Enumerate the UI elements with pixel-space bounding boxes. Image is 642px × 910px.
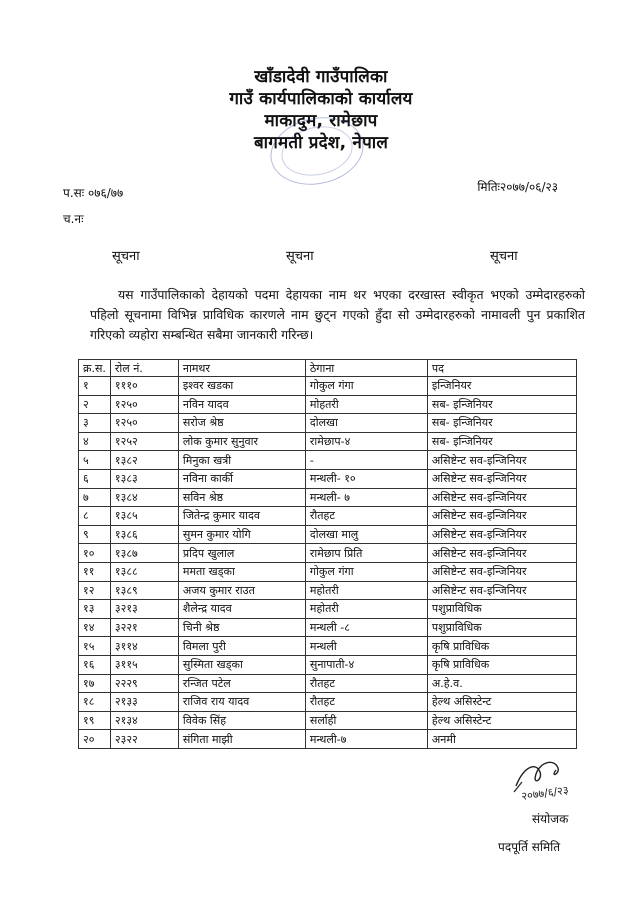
- serial-number-cell: ८: [79, 507, 111, 526]
- roll-number-cell: २३२२: [110, 730, 178, 749]
- post-cell: असिष्टेन्ट सव-इन्जिनियर: [427, 507, 576, 526]
- name-cell: अजय कुमार राउत: [178, 581, 305, 600]
- address-cell: रौतहट: [305, 693, 427, 712]
- notice-date: मितिः२०७७/०६/२३: [477, 180, 558, 194]
- post-cell: सब- इन्जिनियर: [427, 414, 576, 433]
- serial-number-cell: १६: [79, 655, 111, 674]
- serial-number-cell: १०: [79, 544, 111, 563]
- address-cell: मन्थली -८: [305, 618, 427, 637]
- roll-number-cell: १३८४: [110, 488, 178, 507]
- roll-number-cell: ३२१३: [110, 600, 178, 619]
- name-cell: प्रदिप खुलाल: [178, 544, 305, 563]
- table-row: [79, 693, 577, 712]
- post-cell: असिष्टेन्ट सव-इन्जिनियर: [427, 469, 576, 488]
- serial-number-cell: १: [79, 377, 111, 396]
- table-row: [79, 432, 577, 451]
- serial-number-cell: ३: [79, 414, 111, 433]
- address-cell: गोकुल गंगा: [305, 377, 427, 396]
- roll-number-cell: १२५२: [110, 432, 178, 451]
- table-body: [79, 377, 577, 749]
- table-row: [79, 395, 577, 414]
- roll-number-cell: १३८३: [110, 469, 178, 488]
- serial-number-cell: ११: [79, 562, 111, 581]
- address-cell: मन्थली- ७: [305, 488, 427, 507]
- name-cell: रन्जित पटेल: [178, 674, 305, 693]
- address-cell: रौतहट: [305, 674, 427, 693]
- post-cell: असिष्टेन्ट सव-इन्जिनियर: [427, 562, 576, 581]
- roll-number-cell: २२२९: [110, 674, 178, 693]
- address-cell: गोकुल गंगा: [305, 562, 427, 581]
- column-header-name: नामथर: [178, 360, 305, 377]
- name-cell: नविन यादव: [178, 395, 305, 414]
- table-row: [79, 711, 577, 730]
- post-cell: हेल्थ असिस्टेन्ट: [427, 693, 576, 712]
- letter-number: प.सः ०७६/७७: [63, 186, 124, 200]
- serial-number-cell: १९: [79, 711, 111, 730]
- signature-date: २०७७/६/२३: [520, 783, 570, 803]
- serial-number-cell: १७: [79, 674, 111, 693]
- serial-number-cell: १५: [79, 637, 111, 656]
- serial-number-cell: १३: [79, 600, 111, 619]
- handwritten-signature: [510, 752, 590, 804]
- roll-number-cell: १२५०: [110, 414, 178, 433]
- roll-number-cell: १३८७: [110, 544, 178, 563]
- address-cell: महोतरी: [305, 600, 427, 619]
- notice-body: यस गाउँपालिकाको देहायको पदमा देहायका नाम थर भएका दरखास्त स्वीकृत भएको उम्मेदारहरुको पहिलो सूचनामा विभिन्न प्राविधिक कारणले नाम छुट्न गएको हुँदा सो उम्मेदारहरुको नामावली पुन प्रकाशित गरिएको व्यहोरा सम्बन्धित सबैमा जानकारी गरिन्छ।: [90, 287, 585, 342]
- column-header-serial: क्र.स.: [79, 360, 111, 377]
- table-row: [79, 377, 577, 396]
- post-cell: असिष्टेन्ट सव-इन्जिनियर: [427, 488, 576, 507]
- post-cell: हेल्थ असिस्टेन्ट: [427, 711, 576, 730]
- candidate-table: [78, 359, 577, 749]
- municipality-name: खाँडादेवी गाउँपालिका: [254, 67, 388, 87]
- province-country: बागमती प्रदेश, नेपाल: [253, 133, 389, 153]
- post-cell: असिष्टेन्ट सव-इन्जिनियर: [427, 525, 576, 544]
- name-cell: विवेक सिंह: [178, 711, 305, 730]
- table-row: [79, 562, 577, 581]
- post-cell: असिष्टेन्ट सव-इन्जिनियर: [427, 451, 576, 470]
- column-header-roll: रोल नं.: [110, 360, 178, 377]
- table-row: [79, 488, 577, 507]
- address-cell: मन्थली: [305, 637, 427, 656]
- table-header-row: [79, 360, 577, 377]
- name-cell: चिनी श्रेष्ठ: [178, 618, 305, 637]
- post-cell: अनमी: [427, 730, 576, 749]
- table-row: [79, 655, 577, 674]
- table-row: [79, 730, 577, 749]
- name-cell: शैलेन्द्र यादव: [178, 600, 305, 619]
- table-row: [79, 469, 577, 488]
- name-cell: ममता खड्का: [178, 562, 305, 581]
- table-row: [79, 525, 577, 544]
- address-cell: दोलखा: [305, 414, 427, 433]
- name-cell: सुमन कुमार योगि: [178, 525, 305, 544]
- serial-number-cell: २: [79, 395, 111, 414]
- roll-number-cell: २१३४: [110, 711, 178, 730]
- name-cell: इश्वर खडका: [178, 377, 305, 396]
- address-cell: -: [305, 451, 427, 470]
- roll-number-cell: १११०: [110, 377, 178, 396]
- name-cell: नविना कार्की: [178, 469, 305, 488]
- office-location: माकादुम, रामेछाप: [264, 111, 378, 131]
- serial-number-cell: २०: [79, 730, 111, 749]
- notice-label: सूचना: [286, 249, 314, 264]
- serial-number-cell: ४: [79, 432, 111, 451]
- post-cell: इन्जिनियर: [427, 377, 576, 396]
- notice-label: सूचना: [490, 249, 518, 264]
- roll-number-cell: १३८५: [110, 507, 178, 526]
- roll-number-cell: ३११५: [110, 655, 178, 674]
- address-cell: मन्थली-७: [305, 730, 427, 749]
- committee-name: पदपूर्ति समिति: [498, 840, 561, 854]
- roll-number-cell: ३११४: [110, 637, 178, 656]
- address-cell: रामेछाप प्रिति: [305, 544, 427, 563]
- table-row: [79, 414, 577, 433]
- address-cell: सर्लाही: [305, 711, 427, 730]
- name-cell: सुस्मिता खड्का: [178, 655, 305, 674]
- name-cell: लोक कुमार सुनुवार: [178, 432, 305, 451]
- table-row: [79, 618, 577, 637]
- office-name: गाउँ कार्यपालिकाको कार्यालय: [229, 89, 413, 109]
- roll-number-cell: १३८२: [110, 451, 178, 470]
- table-row: [79, 544, 577, 563]
- table-row: [79, 600, 577, 619]
- post-cell: कृषि प्राविधिक: [427, 655, 576, 674]
- name-cell: सरोज श्रेष्ठ: [178, 414, 305, 433]
- address-cell: सुनापाती-४: [305, 655, 427, 674]
- post-cell: अ.हे.व.: [427, 674, 576, 693]
- roll-number-cell: ३२२१: [110, 618, 178, 637]
- serial-number-cell: १४: [79, 618, 111, 637]
- serial-number-cell: ९: [79, 525, 111, 544]
- serial-number-cell: १८: [79, 693, 111, 712]
- table-row: [79, 581, 577, 600]
- table-row: [79, 507, 577, 526]
- roll-number-cell: १३८८: [110, 562, 178, 581]
- address-cell: महोतरी: [305, 581, 427, 600]
- name-cell: राजिव राय यादव: [178, 693, 305, 712]
- roll-number-cell: १३८९: [110, 581, 178, 600]
- table-row: [79, 637, 577, 656]
- column-header-post: पद: [427, 360, 576, 377]
- name-cell: सविन श्रेष्ठ: [178, 488, 305, 507]
- post-cell: पशुप्राविधिक: [427, 600, 576, 619]
- serial-number-cell: ५: [79, 451, 111, 470]
- serial-number-cell: १२: [79, 581, 111, 600]
- notice-label: सूचना: [112, 249, 140, 264]
- roll-number-cell: १३८६: [110, 525, 178, 544]
- name-cell: संगिता माझी: [178, 730, 305, 749]
- column-header-address: ठेगाना: [305, 360, 427, 377]
- post-cell: सब- इन्जिनियर: [427, 432, 576, 451]
- address-cell: रौतहट: [305, 507, 427, 526]
- address-cell: दोलखा मालु: [305, 525, 427, 544]
- roll-number-cell: १२५०: [110, 395, 178, 414]
- roll-number-cell: २१३३: [110, 693, 178, 712]
- address-cell: मन्थली- १०: [305, 469, 427, 488]
- post-cell: पशुप्राविधिक: [427, 618, 576, 637]
- post-cell: असिष्टेन्ट सव-इन्जिनियर: [427, 581, 576, 600]
- name-cell: विमला पुरी: [178, 637, 305, 656]
- serial-number-cell: ६: [79, 469, 111, 488]
- name-cell: मिनुका खत्री: [178, 451, 305, 470]
- address-cell: रामेछाप-४: [305, 432, 427, 451]
- post-cell: कृषि प्राविधिक: [427, 637, 576, 656]
- name-cell: जितेन्द्र कुमार यादव: [178, 507, 305, 526]
- post-cell: असिष्टेन्ट सव-इन्जिनियर: [427, 544, 576, 563]
- signatory-role: संयोजक: [532, 812, 569, 826]
- serial-number-cell: ७: [79, 488, 111, 507]
- post-cell: सब- इन्जिनियर: [427, 395, 576, 414]
- table-row: [79, 674, 577, 693]
- table-row: [79, 451, 577, 470]
- dispatch-number: च.नः: [63, 212, 84, 226]
- address-cell: मोहतरी: [305, 395, 427, 414]
